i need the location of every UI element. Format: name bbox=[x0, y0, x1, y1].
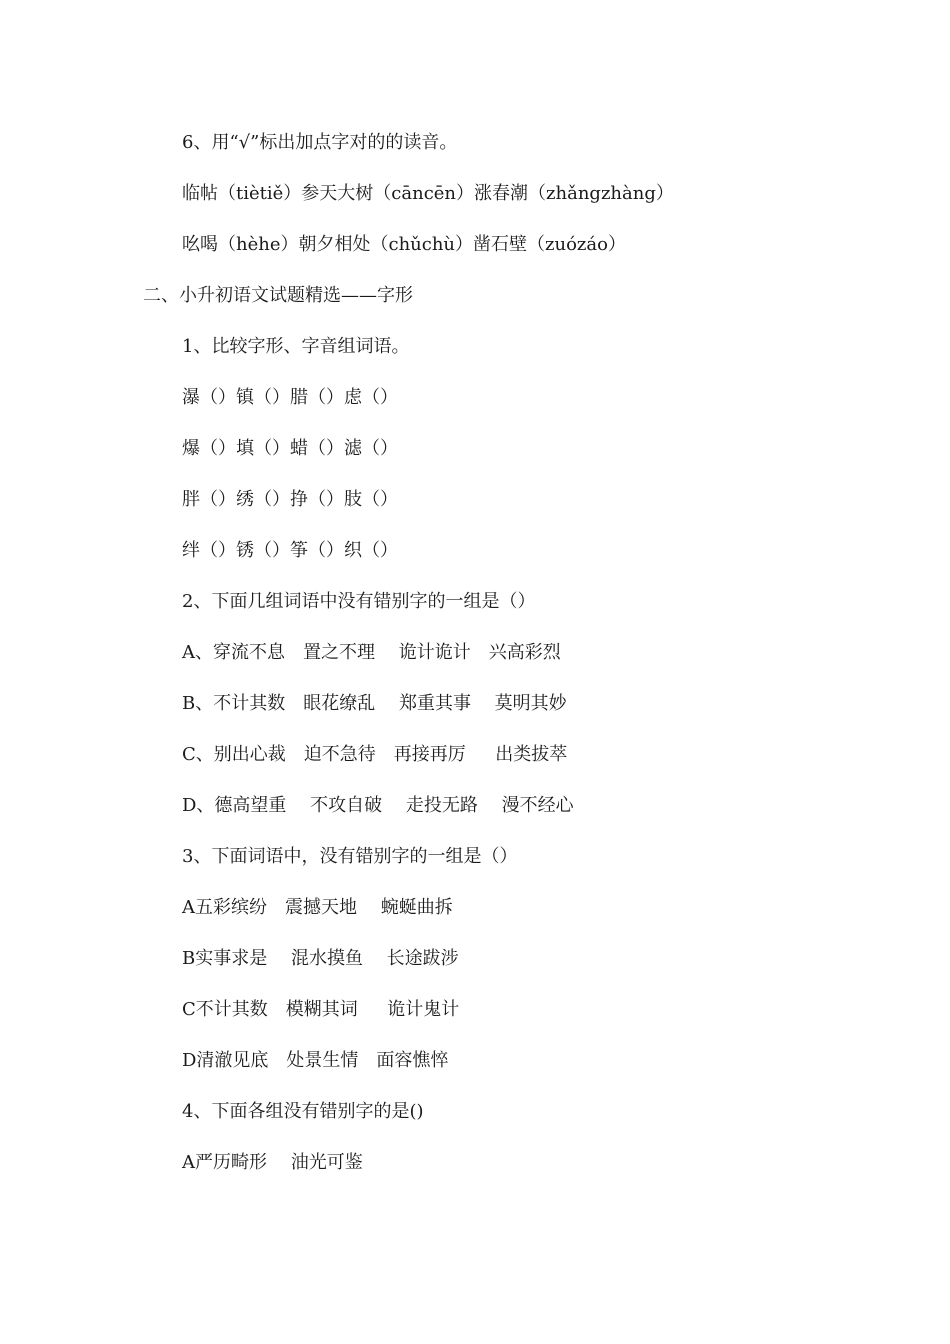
question-2-option-b: B、不计其数 眼花缭乱 郑重其事 莫明其妙 bbox=[182, 693, 567, 714]
question-1-title: 1、比较字形、字音组词语。 bbox=[182, 336, 410, 357]
question-3-title: 3、下面词语中，没有错别字的一组是（） bbox=[182, 846, 518, 867]
question-3-option-b: B实事求是 混水摸鱼 长途跋涉 bbox=[182, 948, 459, 969]
pinyin-line-1: 临帖（tiètiě）参天大树（cāncēn）涨春潮（zhǎngzhàng） bbox=[182, 183, 674, 204]
char-group-row-1: 瀑（）镇（）腊（）虑（） bbox=[182, 387, 398, 408]
pinyin-line-2: 吆喝（hèhe）朝夕相处（chǔchù）凿石壁（zuózáo） bbox=[182, 234, 626, 255]
char-group-row-3: 胖（）绣（）挣（）肢（） bbox=[182, 489, 398, 510]
question-2-option-a: A、穿流不息 置之不理 诡计诡计 兴高彩烈 bbox=[182, 642, 561, 663]
question-3-option-d: D清澈见底 处景生情 面容憔悴 bbox=[182, 1050, 449, 1071]
question-3-option-a: A五彩缤纷 震撼天地 蜿蜒曲拆 bbox=[182, 897, 453, 918]
section-heading: 二、小升初语文试题精选——字形 bbox=[143, 285, 413, 306]
question-2-option-c: C、别出心裁 迫不急待 再接再厉 出类拔萃 bbox=[182, 744, 568, 765]
question-3-option-c: C不计其数 模糊其词 诡计鬼计 bbox=[182, 999, 460, 1020]
question-2-title: 2、下面几组词语中没有错别字的一组是（） bbox=[182, 591, 536, 612]
question-2-option-d: D、德高望重 不攻自破 走投无路 漫不经心 bbox=[182, 795, 574, 816]
question-4-title: 4、下面各组没有错别字的是() bbox=[182, 1101, 424, 1122]
char-group-row-4: 绊（）锈（）筝（）织（） bbox=[182, 540, 398, 561]
question-4-option-a: A严历畸形 油光可鉴 bbox=[182, 1152, 363, 1173]
char-group-row-2: 爆（）填（）蜡（）滤（） bbox=[182, 438, 398, 459]
question-6-title: 6、用“√”标出加点字对的的读音。 bbox=[182, 132, 458, 153]
